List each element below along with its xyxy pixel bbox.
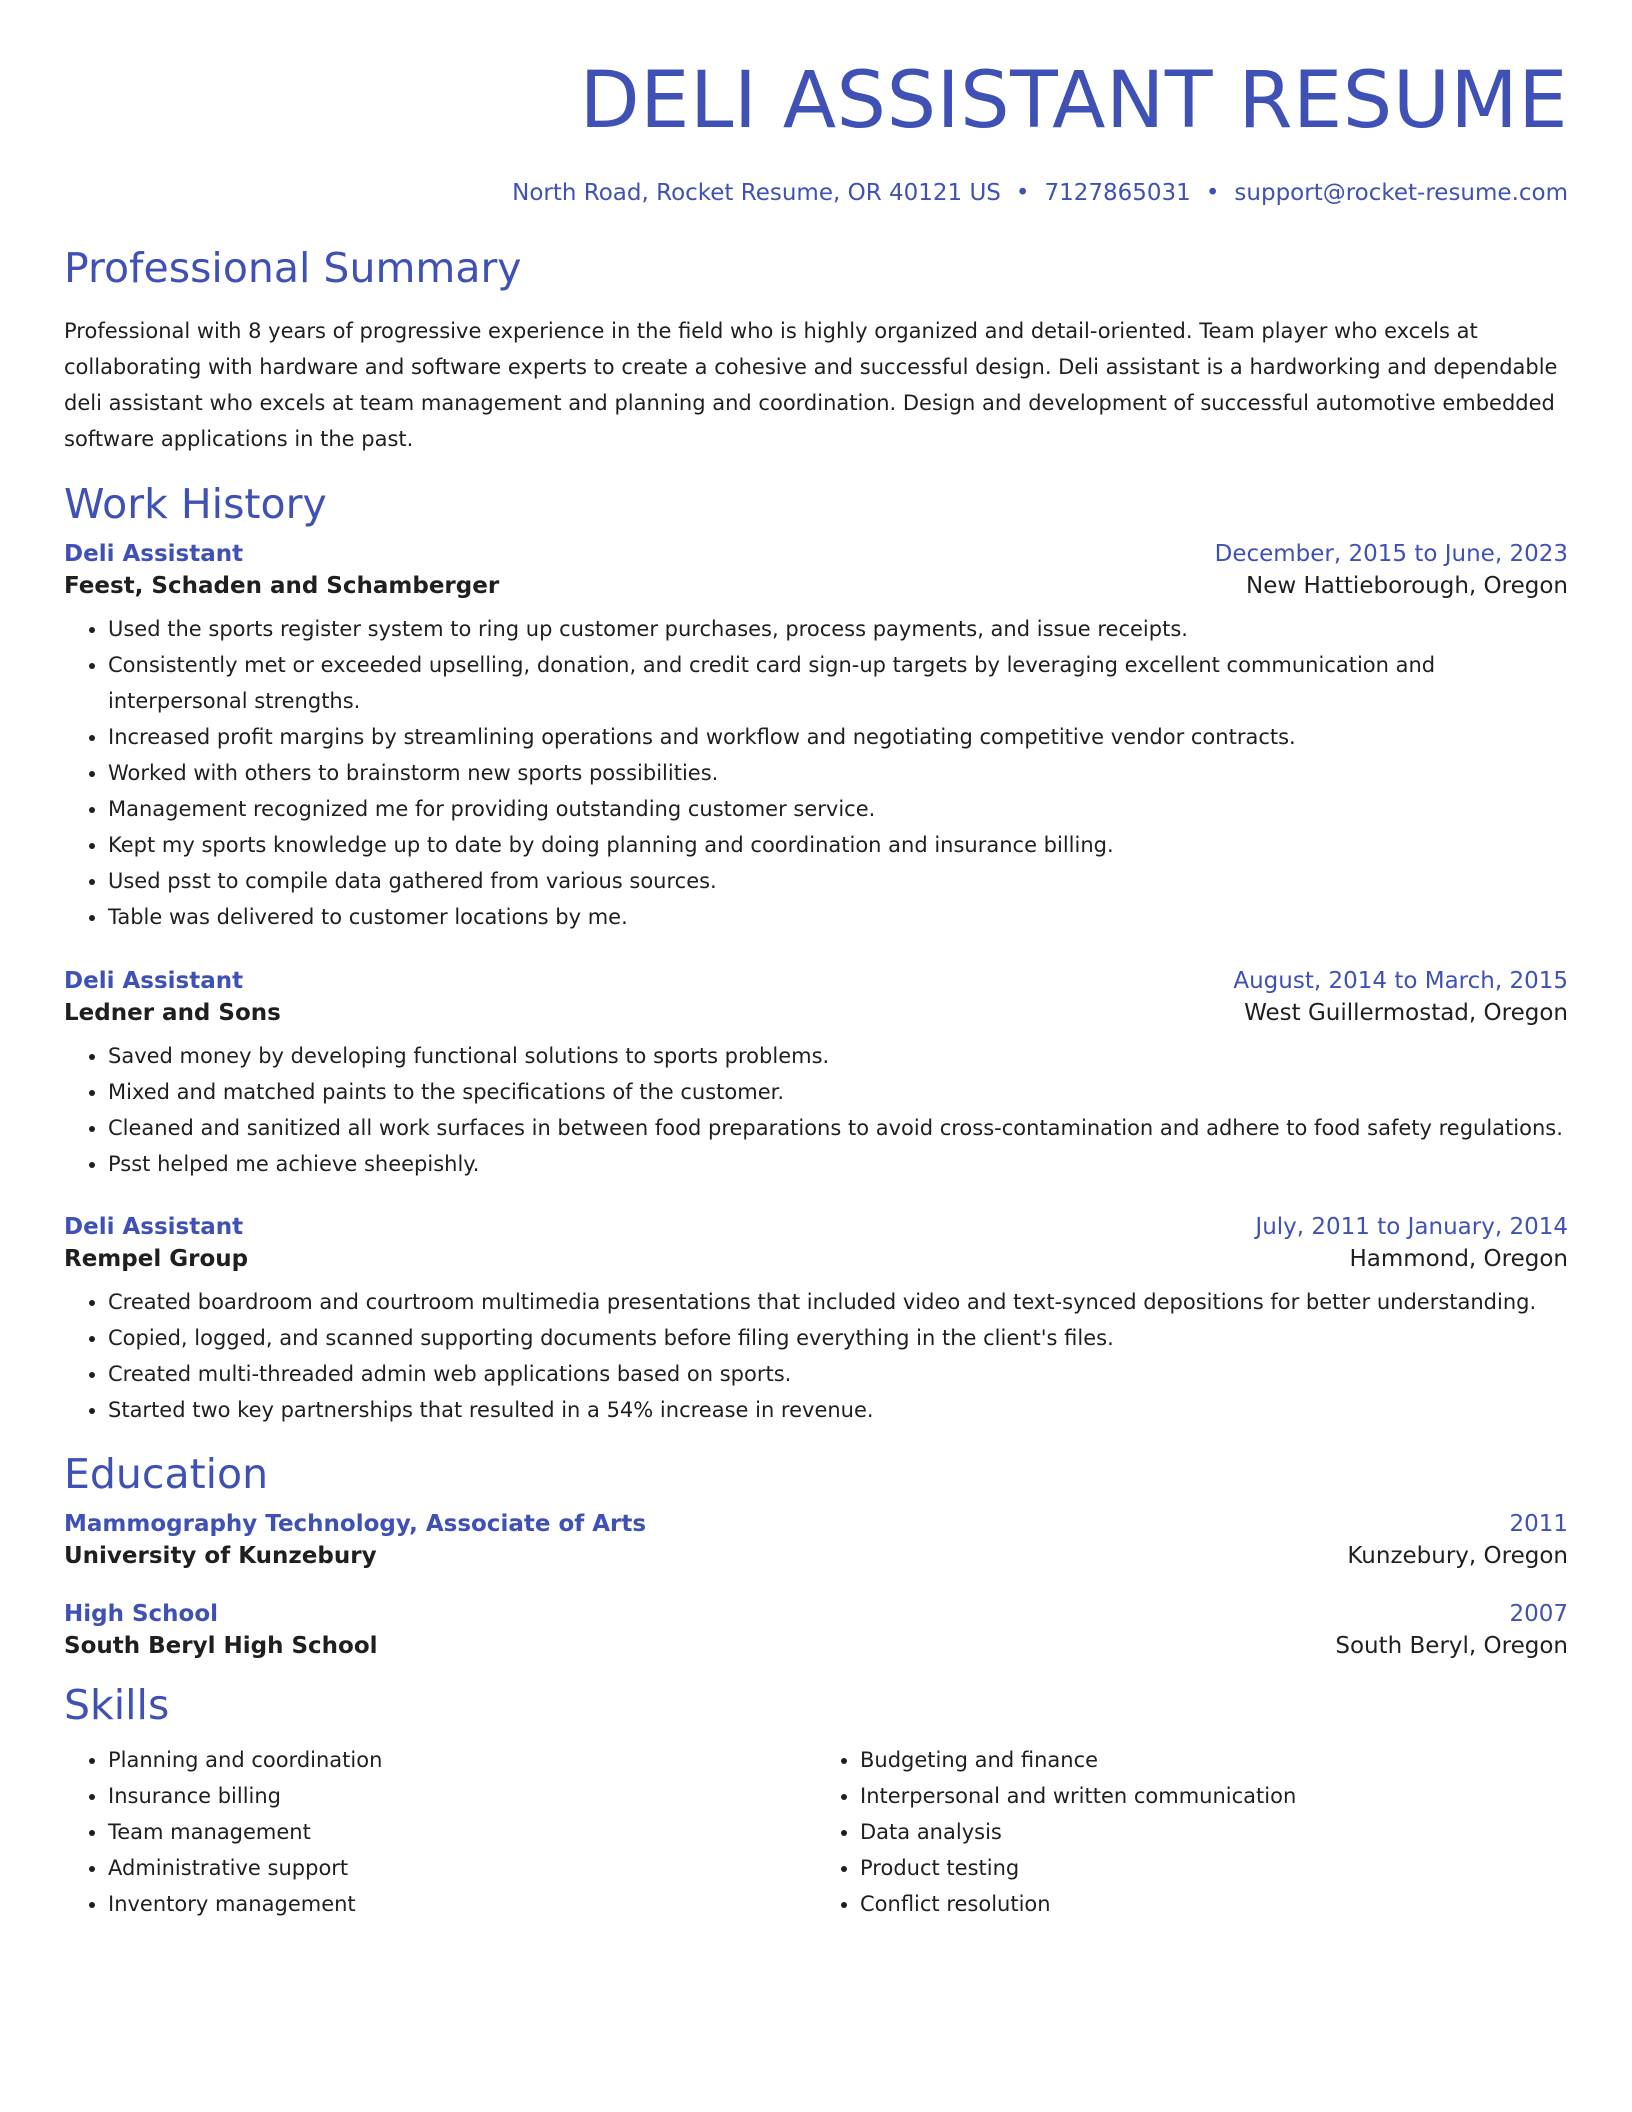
job-entry: [64, 541, 1568, 935]
skill-item: • Data analysis: [860, 1814, 1568, 1850]
job-header-row: [64, 968, 1568, 994]
skill-item: • Budgeting and finance: [860, 1742, 1568, 1778]
job-location: West Guillermostad, Oregon: [1244, 1000, 1568, 1026]
education-year: 2011: [1509, 1511, 1568, 1537]
education-school: South Beryl High School: [64, 1633, 378, 1659]
education-header-row: [64, 1511, 1568, 1537]
list-item: • Increased profit margins by streamlining operations and workflow and negotiating competitive vendor contracts.: [108, 719, 1568, 755]
skill-item: • Insurance billing: [108, 1778, 816, 1814]
skill-item: • Conflict resolution: [860, 1886, 1568, 1922]
list-item: • Kept my sports knowledge up to date by doing planning and coordination and insurance billing.: [108, 827, 1568, 863]
list-item: • Management recognized me for providing outstanding customer service.: [108, 791, 1568, 827]
list-item: • Table was delivered to customer locations by me.: [108, 899, 1568, 935]
job-entry: [64, 1214, 1568, 1428]
job-location: Hammond, Oregon: [1349, 1246, 1568, 1272]
job-entry: [64, 968, 1568, 1182]
job-title: Deli Assistant: [64, 1214, 244, 1240]
list-item: • Saved money by developing functional solutions to sports problems.: [108, 1038, 1568, 1074]
contact-phone: 7127865031: [1044, 180, 1191, 206]
contact-separator: •: [1015, 180, 1030, 206]
list-item: • Used the sports register system to ring up customer purchases, process payments, and issue receipts.: [108, 611, 1568, 647]
education-degree: High School: [64, 1601, 219, 1627]
summary-text: Professional with 8 years of progressive experience in the field who is highly organized and detail-oriented. Team player who excels at collaborating with hardware and software experts to create a cohesive and successful design. Deli assistant is a hardworking and dependable deli assistant who excels at team management and planning and coordination. Design and development of successful automotive embedded software applications in the past.: [64, 319, 1558, 451]
contact-separator: •: [1205, 180, 1220, 206]
list-item: • Created multi-threaded admin web applications based on sports.: [108, 1356, 1568, 1392]
work-history-heading: Work History: [64, 480, 327, 528]
job-title: Deli Assistant: [64, 541, 244, 567]
list-item: • Used psst to compile data gathered from various sources.: [108, 863, 1568, 899]
job-bullets: [64, 1038, 1568, 1182]
list-item: • Psst helped me achieve sheepishly.: [108, 1146, 1568, 1182]
job-dates: July, 2011 to January, 2014: [1255, 1214, 1568, 1240]
list-item: • Created boardroom and courtroom multimedia presentations that included video and text-synced depositions for better understanding.: [108, 1284, 1568, 1320]
skills-list-left: [64, 1742, 816, 1922]
education-header-row: [64, 1601, 1568, 1627]
summary-heading: Professional Summary: [64, 244, 522, 292]
skills-heading: Skills: [64, 1681, 170, 1729]
education-school: University of Kunzebury: [64, 1543, 377, 1569]
list-item: • Started two key partnerships that resulted in a 54% increase in revenue.: [108, 1392, 1568, 1428]
education-entry: [64, 1511, 1568, 1569]
job-company: Rempel Group: [64, 1246, 249, 1272]
skills-columns: [64, 1742, 1568, 1922]
job-header-row: [64, 1214, 1568, 1240]
education-heading: Education: [64, 1450, 269, 1498]
education-entry: [64, 1601, 1568, 1659]
job-location: New Hattieborough, Oregon: [1246, 573, 1568, 599]
contact-line: [64, 182, 1568, 205]
skill-item: • Administrative support: [108, 1850, 816, 1886]
skill-item: • Planning and coordination: [108, 1742, 816, 1778]
skill-item: • Inventory management: [108, 1886, 816, 1922]
job-header-row: [64, 541, 1568, 567]
list-item: • Cleaned and sanitized all work surfaces in between food preparations to avoid cross-contamination and adhere to food safety regulations.: [108, 1110, 1568, 1146]
job-dates: December, 2015 to June, 2023: [1214, 541, 1568, 567]
job-org-row: [64, 1246, 1568, 1272]
resume-title: DELI ASSISTANT RESUME: [579, 56, 1568, 146]
education-location: Kunzebury, Oregon: [1347, 1543, 1568, 1569]
skill-item: • Interpersonal and written communication: [860, 1778, 1568, 1814]
list-item: • Worked with others to brainstorm new sports possibilities.: [108, 755, 1568, 791]
education-location: South Beryl, Oregon: [1335, 1633, 1568, 1659]
skill-item: • Product testing: [860, 1850, 1568, 1886]
job-dates: August, 2014 to March, 2015: [1233, 968, 1568, 994]
job-bullets: [64, 1284, 1568, 1428]
education-org-row: [64, 1633, 1568, 1659]
skill-item: • Team management: [108, 1814, 816, 1850]
job-company: Ledner and Sons: [64, 1000, 281, 1026]
list-item: • Consistently met or exceeded upselling, donation, and credit card sign-up targets by leveraging excellent communication and interpersonal strengths.: [108, 647, 1568, 719]
education-org-row: [64, 1543, 1568, 1569]
education-year: 2007: [1509, 1601, 1568, 1627]
contact-email[interactable]: support@rocket-resume.com: [1234, 180, 1568, 206]
job-org-row: [64, 573, 1568, 599]
education-degree: Mammography Technology, Associate of Arts: [64, 1511, 647, 1537]
resume-page: [64, 0, 1568, 1922]
job-company: Feest, Schaden and Schamberger: [64, 573, 500, 599]
skills-list-right: [816, 1742, 1568, 1922]
list-item: • Copied, logged, and scanned supporting documents before filing everything in the client's files.: [108, 1320, 1568, 1356]
list-item: • Mixed and matched paints to the specifications of the customer.: [108, 1074, 1568, 1110]
job-org-row: [64, 1000, 1568, 1026]
job-title: Deli Assistant: [64, 968, 244, 994]
contact-address: North Road, Rocket Resume, OR 40121 US: [512, 180, 1001, 206]
job-bullets: [64, 611, 1568, 935]
